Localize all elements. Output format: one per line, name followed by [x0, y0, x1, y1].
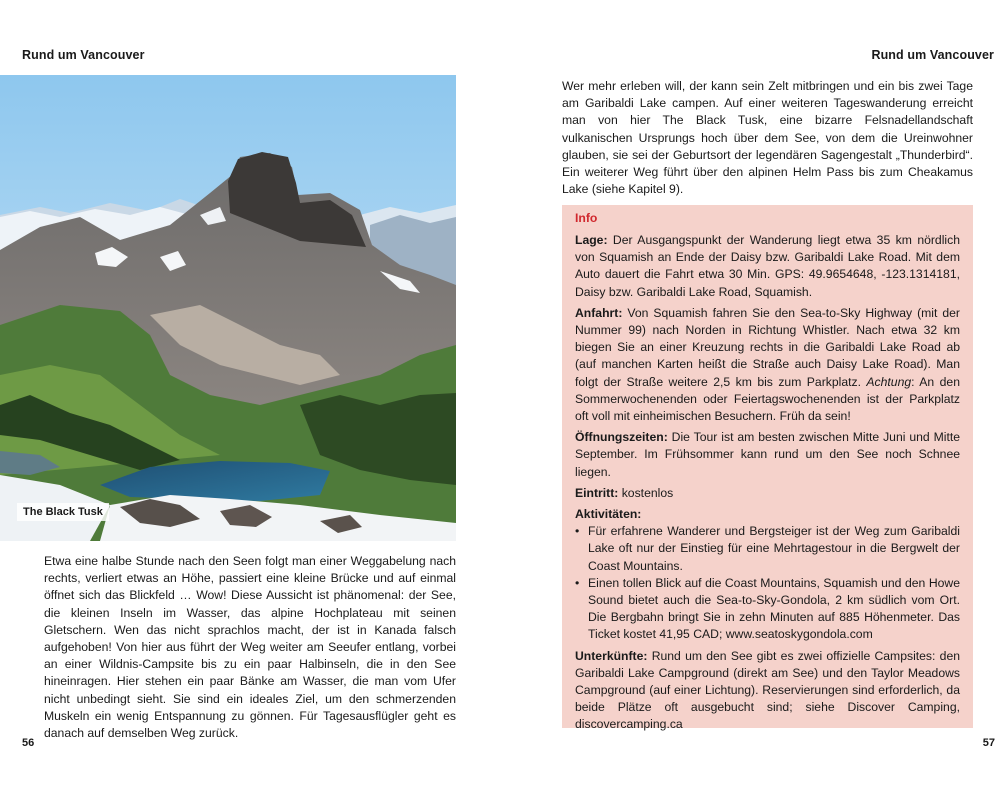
info-anfahrt — [575, 305, 960, 425]
left-body-paragraph: Etwa eine halbe Stunde nach den Seen folgt man einer Weggabelung nach rechts, verliert etwas an Höhe, passiert eine kleine Brücke und auf einmal öffnet sich das Blickfeld … Wow! Diese Aussicht ist phänomenal: der See, die kleinen Inseln im Wasser, das alpine Hochplateau mit seinen Gletschern. Wen das nicht sprachlos macht, der ist in Kanada falsch aufgehoben! Von hier aus führt der Weg weiter am Seeufer entlang, vorbei an einer Wildnis-Campsite bis zu ein paar Halbinseln, die in den See hineinragen. Hier stehen ein paar Bänke am Wasser, die man vom Ufer nicht unbedingt sieht. Sie sind ein ideales Ziel, um den schmerzenden Muskeln ein wenig Entspannung zu gönnen. Für Tagesausflügler geht es danach auf demselben Weg zurück. — [44, 554, 456, 741]
info-eintritt — [575, 485, 960, 502]
eintritt-text: kostenlos — [618, 485, 674, 500]
aktivitaeten-label: Aktivitäten: — [575, 507, 642, 522]
info-title: Info — [575, 211, 598, 225]
info-box — [562, 205, 973, 732]
black-tusk-photo — [0, 75, 456, 541]
photo-caption: The Black Tusk — [17, 503, 109, 521]
oeffnung-label: Öffnungszeiten: — [575, 430, 668, 445]
page-number-left: 56 — [22, 737, 35, 749]
right-body-paragraph: Wer mehr erleben will, der kann sein Zelt mitbringen und ein bis zwei Tage am Garibaldi Lake campen. Auf einer weiteren Tageswanderung erreicht man von hier The Black Tusk, eine bizarre Felsnadellandschaft vulkanischen Ursprungs hoch über dem See, von dem die Ureinwohner glauben, sie sei der Geburtsort der legendären Sagengestalt „Thunderbird“. Ein weiterer Weg führt über den alpinen Helm Pass bis zum Cheakamus Lake (siehe Kapitel 9). — [562, 79, 973, 197]
unterkuenfte-label: Unterkünfte: — [575, 648, 648, 663]
anfahrt-text: Von Squamish fahren Sie den Sea-to-Sky Highway (mit der Nummer 99) nach Norden in Richtung Whistler. Nach etwa 32 km biegen Sie an einer Kreuzung rechts in die Garibaldi Lake Road ab (auf manchen Karten heißt die Straße auch Daisy Lake Road). Man folgt der Straße weitere 2,5 km bis zum Parkplatz. — [575, 305, 960, 389]
anfahrt-text-2: : An den Sommerwochenenden oder Feiertagswochenenden ist der Parkplatz oft voll mit einheimischen Besuchern. Früh da sein! — [575, 374, 960, 424]
eintritt-label: Eintritt: — [575, 485, 619, 500]
anfahrt-italic: Achtung — [866, 374, 912, 389]
list-item — [575, 523, 960, 575]
oeffnung-text: Die Tour ist am besten zwischen Mitte Juni und Mitte September. Im Frühsommer kann rund um den See noch Schnee liegen. — [575, 430, 960, 479]
info-oeffnungszeiten — [575, 429, 960, 481]
anfahrt-label: Anfahrt: — [575, 305, 623, 320]
list-item-text: Für erfahrene Wanderer und Bergsteiger ist der Weg zum Garibaldi Lake oft nur der Einstieg für eine Mehrtagestour in die Bergwelt der Coast Mountains. — [588, 524, 960, 573]
bullet-icon: • — [575, 524, 580, 539]
running-head-right: Rund um Vancouver — [871, 48, 994, 62]
info-unterkuenfte — [575, 648, 960, 734]
mountain-illustration — [0, 75, 456, 541]
list-item — [575, 575, 960, 644]
page-number-right: 57 — [982, 737, 995, 749]
info-lage — [575, 232, 960, 301]
lage-label: Lage: — [575, 233, 608, 247]
list-item-text: Einen tollen Blick auf die Coast Mountains, Squamish und den Howe Sound bietet auch die Sea-to-Sky-Gondola, 2 km südlich vom Ort. Die Bergbahn bringt Sie in zehn Minuten auf 885 Höhenmeter. Das Ticket kostet 41,95 CAD; www.seatoskygondola.com — [588, 575, 960, 642]
bullet-icon: • — [575, 575, 580, 590]
lage-text: Der Ausgangspunkt der Wanderung liegt etwa 35 km nördlich von Squamish an Ende der Daisy bzw. Garibaldi Lake Road. Mit dem Auto dauert die Fahrt etwa 30 Min. GPS: 49.9654648, -123.1314181, Daisy bzw. Garibaldi Lake Road, Squamish. — [575, 233, 960, 299]
unterkuenfte-text: Rund um den See gibt es zwei offizielle Campsites: den Garibaldi Lake Campground (direkt am See) und den Taylor Meadows Campground (auf einer Lichtung). Reservierungen sind erforderlich, da beide Plätze oft ausgebucht sind; siehe Discover Camping, discovercamping.ca — [575, 648, 960, 732]
running-head-left: Rund um Vancouver — [22, 48, 145, 62]
aktivitaeten-list — [575, 523, 960, 643]
